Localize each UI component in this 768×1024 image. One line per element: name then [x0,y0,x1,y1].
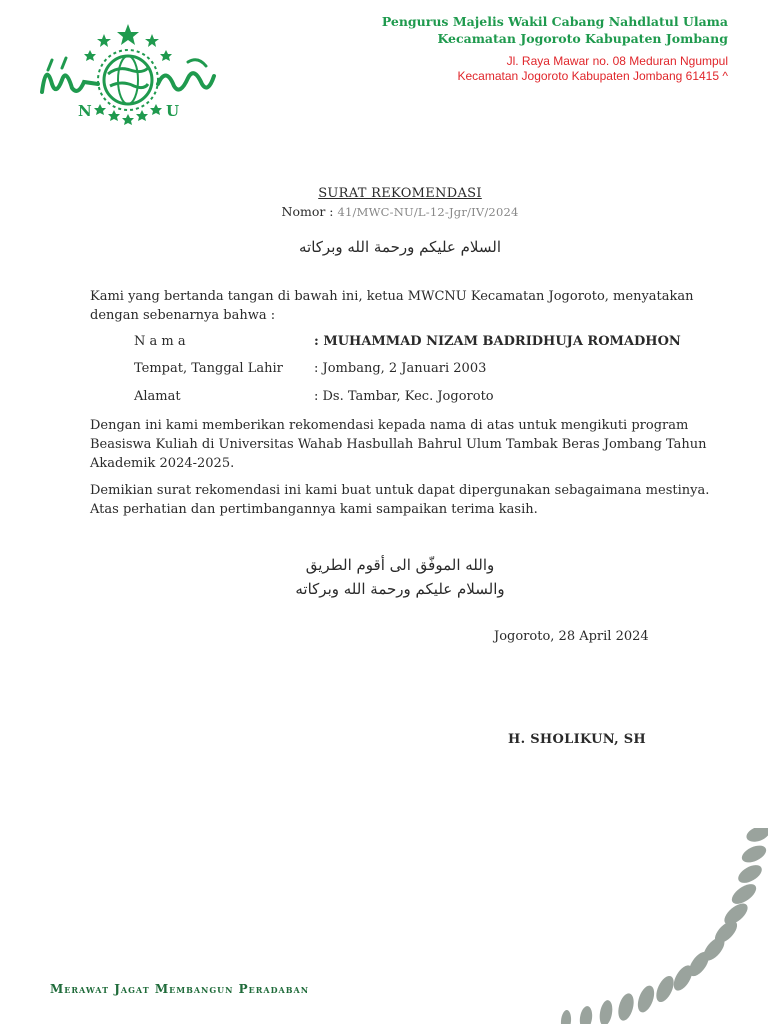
logo-calligraphy-left [42,75,98,92]
letter-number-label: Nomor : [281,204,334,219]
logo-star [145,34,159,47]
logo-star [84,50,96,61]
closing-prayer: والله الموفّق الى أقوم الطريق [305,556,495,574]
identity-birth-label: Tempat, Tanggal Lahir [134,361,283,376]
identity-birth-value: : Jombang, 2 Januari 2003 [314,361,487,376]
logo-star [122,114,134,125]
letter-number [0,204,768,219]
closing-paragraph: Demikian surat rekomendasi ini kami buat untuk dapat dipergunakan sebagaimana mestinya. Atas perhatian dan pertimbangannya kami sampaikan terima kasih. [90,483,710,517]
logo-star [150,104,162,115]
identity-name-label: N a m a [134,334,186,349]
logo-star [94,104,106,115]
address-line1: Jl. Raya Mawar no. 08 Meduran Ngumpul [506,54,728,68]
salam-opening: السلام عليكم ورحمة الله وبركاته [299,238,501,256]
identity-address-value: : Ds. Tambar, Kec. Jogoroto [314,389,494,404]
rope-decoration [548,828,768,1024]
identity-name-value: : MUHAMMAD NIZAM BADRIDHUJA ROMADHON [314,334,681,349]
salam-closing: والسلام عليكم ورحمة الله وبركاته [295,580,505,598]
org-name-line1: Pengurus Majelis Wakil Cabang Nahdlatul Ulama [381,14,728,29]
recommendation-paragraph: Dengan ini kami memberikan rekomendasi kepada nama di atas untuk mengikuti program Beasiswa Kuliah di Universitas Wahab Hasbullah Bahrul Ulum Tambak Beras Jombang Tahun Akademik 2024-2025. [90,418,707,471]
logo-star [108,110,120,121]
letter-title: SURAT REKOMENDASI [318,186,482,201]
identity-address-label: Alamat [134,389,181,404]
signer-name: H. SHOLIKUN, SH [508,732,646,747]
logo-letter-u: U [166,102,180,120]
intro-paragraph: Kami yang bertanda tangan di bawah ini, ketua MWCNU Kecamatan Jogoroto, menyatakan dengan sebenarnya bahwa : [90,289,694,323]
letter-number-value: 41/MWC-NU/L-12-Jgr/IV/2024 [337,205,519,219]
logo-star-top [117,24,139,45]
address-line2: Kecamatan Jogoroto Kabupaten Jombang 61415 ^ [457,69,728,83]
logo-star [97,34,111,47]
logo-star [160,50,172,61]
footer-tagline: Merawat Jagat Membangun Peradaban [50,982,310,996]
logo-letter-n: N [78,102,92,120]
logo-globe [104,56,152,104]
letter-date: Jogoroto, 28 April 2024 [494,629,649,644]
nu-logo [38,22,218,128]
logo-calligraphy-right [158,73,214,89]
org-name-line2: Kecamatan Jogoroto Kabupaten Jombang [437,31,728,46]
logo-star [136,110,148,121]
